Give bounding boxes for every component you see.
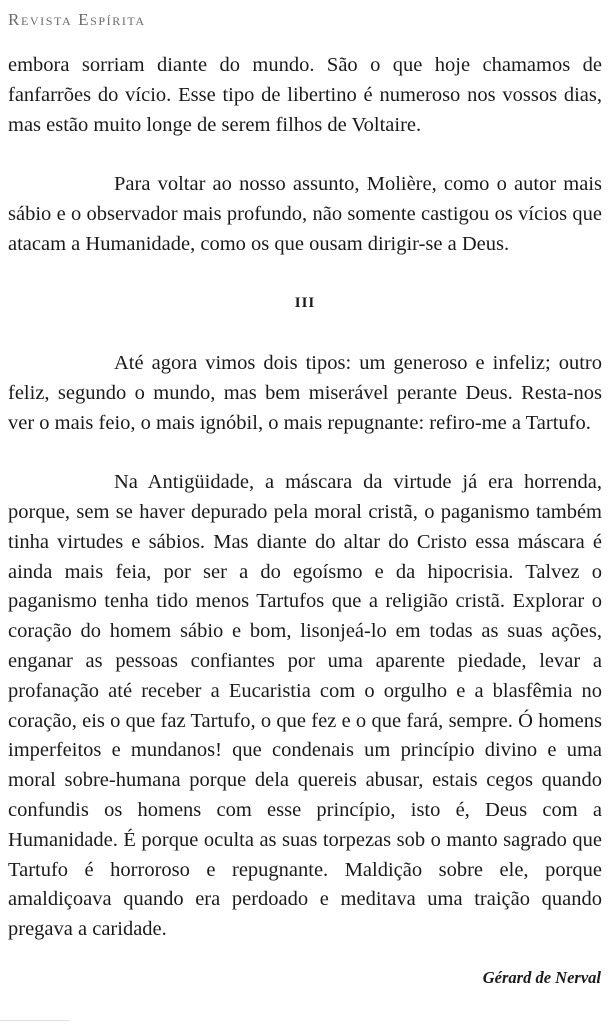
paragraph-moliere: Para voltar ao nosso assunto, Molière, como o autor mais sábio e o observador mais profundo, não somente castigou os vícios que atacam a Humanidade, como os que ousam dirigir-se a Deus. bbox=[8, 173, 602, 255]
paragraph-antiguidade: Na Antigüidade, a máscara da virtude já era horrenda, porque, sem se haver depurado pela moral cristã, o paganismo também tinha virtudes e sábios. Mas diante do altar do Cristo essa máscara é ainda mais feia, por ser a do egoísmo e da hipocrisia. Talvez o paganismo tenha tido menos Tartufos que a religião cristã. Explorar o coração do homem sábio e bom, lisonjeá-lo em todas as suas ações, enganar as pessoas confiantes por uma aparente piedade, levar a profanação até receber a Eucaristia com o orgulho e a blasfêmia no coração, eis o que faz Tartufo, o que fez e o que fará, sempre. Ó homens imperfeitos e mundanos! que condenais um princípio divino e uma moral sobre-humana porque dela quereis abusar, estais cegos quando confundis os homens com esse princípio, isto é, Deus com a Humanidade. É porque oculta as suas torpezas sob o manto sagrado que Tartufo é horroroso e repugnante. Maldição sobre ele, porque amaldiçoava quando era perdoado e meditava uma traição quando pregava a caridade. bbox=[8, 471, 602, 941]
running-header: Revista Espírita bbox=[8, 10, 146, 29]
spacer bbox=[8, 319, 602, 349]
author-signature: Gérard de Nerval bbox=[482, 968, 601, 987]
section-heading: III bbox=[294, 295, 316, 312]
spacer bbox=[8, 438, 602, 468]
paragraph-continuation: embora sorriam diante do mundo. São o que hoje chamamos de fanfarrões do vício. Esse tipo de libertino é numeroso nos vossos dias, mas estão muito longe de serem filhos de Voltaire. bbox=[8, 54, 602, 136]
paragraph-tipos: Até agora vimos dois tipos: um generoso e infeliz; outro feliz, segundo o mundo, mas bem miserável perante Deus. Resta-nos ver o mais feio, o mais ignóbil, o mais repugnante: refiro-me a Tartufo. bbox=[8, 351, 602, 434]
page-edge-line bbox=[0, 1020, 70, 1021]
spacer bbox=[8, 260, 602, 290]
article-body bbox=[8, 51, 602, 945]
